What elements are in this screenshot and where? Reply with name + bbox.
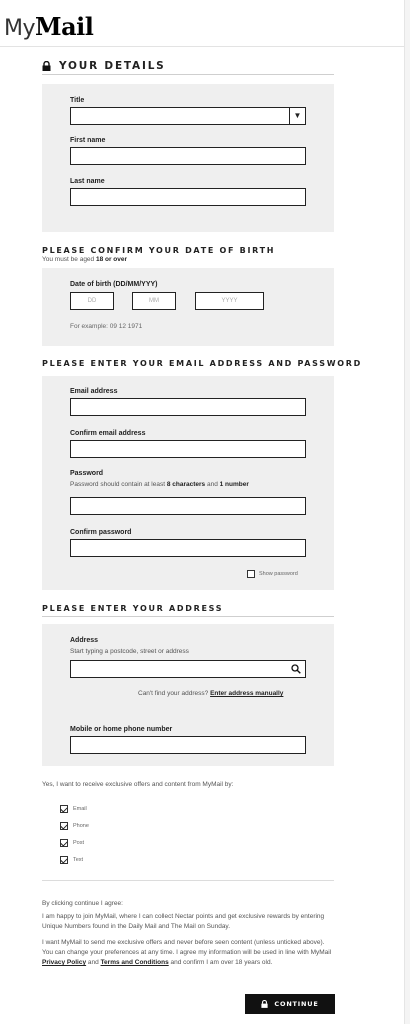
- phone-offer-label: Phone: [73, 823, 89, 829]
- dob-example: For example: 09 12 1971: [70, 323, 143, 330]
- address-search-input[interactable]: [70, 660, 306, 678]
- show-password-checkbox[interactable]: [247, 570, 255, 578]
- lock-icon: [261, 1000, 268, 1008]
- terms-p2-end: and confirm I am over 18 years old.: [168, 959, 273, 966]
- terms-paragraph-2: [42, 938, 336, 968]
- phone-input[interactable]: [70, 736, 306, 754]
- mymail-logo[interactable]: [4, 12, 93, 42]
- cant-find-text: [138, 690, 283, 697]
- section-divider: [42, 880, 334, 881]
- show-password-label: Show password: [259, 571, 298, 577]
- post-offer-label: Post: [73, 840, 85, 846]
- title-label: Title: [70, 97, 85, 104]
- privacy-policy-link[interactable]: Privacy Policy: [42, 959, 87, 966]
- age-note: [42, 256, 127, 263]
- email-input[interactable]: [70, 398, 306, 416]
- enter-address-manually-link[interactable]: Enter address manually: [210, 690, 284, 697]
- lock-icon: [42, 61, 51, 71]
- text-offer-checkbox[interactable]: [60, 856, 68, 864]
- section-divider: [42, 616, 334, 617]
- phone-label: Mobile or home phone number: [70, 726, 173, 733]
- password-hint-prefix: Password should contain at least: [70, 481, 167, 488]
- dob-month-input[interactable]: MM: [132, 292, 176, 310]
- account-panel: [42, 376, 334, 590]
- your-details-title: YOUR DETAILS: [59, 60, 166, 72]
- first-name-input[interactable]: [70, 147, 306, 165]
- dob-heading: PLEASE CONFIRM YOUR DATE OF BIRTH: [42, 246, 276, 255]
- last-name-label: Last name: [70, 178, 105, 185]
- terms-conditions-link[interactable]: Terms and Conditions: [100, 959, 169, 966]
- page-scrollbar[interactable]: [404, 0, 410, 1024]
- post-offer-checkbox[interactable]: [60, 839, 68, 847]
- logo-mail-text: Mail: [35, 12, 94, 41]
- confirm-password-label: Confirm password: [70, 529, 132, 536]
- phone-offer-checkbox[interactable]: [60, 822, 68, 830]
- email-label: Email address: [70, 388, 118, 395]
- age-note-bold: 18 or over: [95, 256, 128, 263]
- password-hint-mid: and: [205, 481, 220, 488]
- password-label: Password: [70, 470, 104, 477]
- address-label: Address: [70, 637, 99, 644]
- dob-year-input[interactable]: YYYY: [195, 292, 264, 310]
- confirm-email-label: Confirm email address: [70, 430, 146, 437]
- title-select[interactable]: [70, 107, 306, 125]
- confirm-email-input[interactable]: [70, 440, 306, 458]
- terms-p2-start: I want MyMail to send me exclusive offers and never before seen content (unless unticked above). You can change your preferences at any time. I agree my information will be used in line with MyMail: [42, 939, 332, 956]
- email-offer-label: Email: [73, 806, 87, 812]
- account-heading: PLEASE ENTER YOUR EMAIL ADDRESS AND PASSWORD: [42, 359, 362, 368]
- last-name-input[interactable]: [70, 188, 306, 206]
- search-icon[interactable]: [291, 664, 301, 674]
- address-hint: Start typing a postcode, street or address: [70, 648, 189, 655]
- terms-p2-and: and: [86, 959, 101, 966]
- terms-paragraph-1: I am happy to join MyMail, where I can collect Nectar points and get exclusive rewards by entering Unique Numbers found in the Daily Mail and The Mail on Sunday.: [42, 913, 325, 930]
- logo-my-text: My: [4, 16, 36, 41]
- first-name-label: First name: [70, 137, 106, 144]
- password-hint-number: 1 number: [219, 481, 249, 488]
- continue-label: CONTINUE: [274, 1000, 319, 1008]
- email-offer-checkbox[interactable]: [60, 805, 68, 813]
- text-offer-label: Text: [73, 857, 84, 863]
- confirm-password-input[interactable]: [70, 539, 306, 557]
- cant-find-question: Can't find your address?: [138, 690, 209, 697]
- address-panel: [42, 624, 334, 766]
- continue-button[interactable]: [245, 994, 335, 1014]
- password-hint-chars: 8 characters: [166, 481, 206, 488]
- dob-label: Date of birth (DD/MM/YYY): [70, 281, 158, 288]
- terms-intro: By clicking continue I agree:: [42, 900, 123, 907]
- dob-panel: [42, 268, 334, 346]
- password-hint: [70, 481, 249, 488]
- chevron-down-icon: ▼: [289, 108, 305, 124]
- address-heading: PLEASE ENTER YOUR ADDRESS: [42, 604, 224, 613]
- offers-intro: Yes, I want to receive exclusive offers and content from MyMail by:: [42, 781, 234, 788]
- section-divider: [42, 74, 334, 75]
- header-divider: [0, 46, 410, 47]
- your-details-heading: [42, 60, 166, 72]
- password-input[interactable]: [70, 497, 306, 515]
- your-details-panel: [42, 84, 334, 232]
- age-note-text: You must be aged: [42, 256, 96, 263]
- dob-day-input[interactable]: DD: [70, 292, 114, 310]
